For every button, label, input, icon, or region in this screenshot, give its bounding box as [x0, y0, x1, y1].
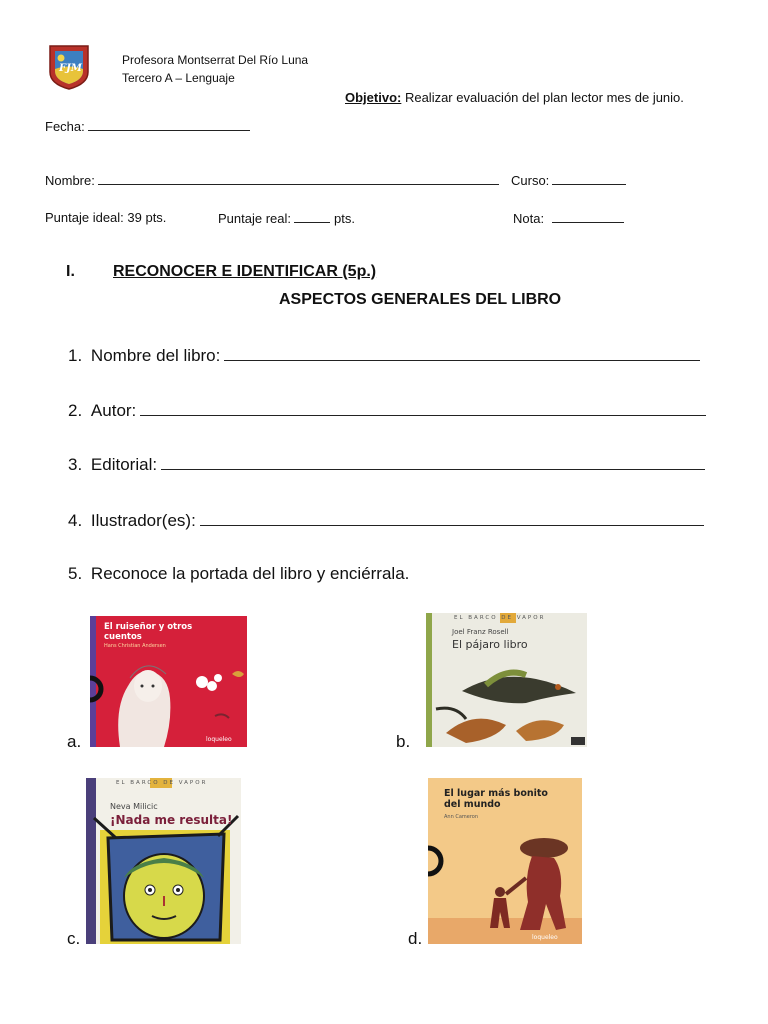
section-number: I. — [66, 263, 75, 280]
cover-a-author: Hans Christian Andersen — [104, 643, 166, 649]
cover-c-author: Neva Milicic — [110, 802, 158, 811]
puntaje-real-label: Puntaje real: — [218, 211, 291, 226]
puntaje-real-blank[interactable] — [294, 210, 330, 223]
cover-c-series: EL BARCO DE VAPOR — [116, 780, 208, 786]
cover-b-title: El pájaro libro — [452, 638, 528, 651]
nombre-label: Nombre: — [45, 173, 95, 188]
book-cover-c[interactable] — [86, 778, 241, 944]
cover-d-publisher: loqueleo — [532, 934, 558, 941]
question-number: 3. — [68, 455, 83, 474]
answer-blank-2[interactable] — [140, 400, 706, 416]
nota-label: Nota: — [513, 211, 545, 226]
cover-c-title: ¡Nada me resulta! — [110, 813, 233, 827]
cover-a-title: El ruiseñor y otros cuentos — [104, 622, 193, 642]
section-subtitle: ASPECTOS GENERALES DEL LIBRO — [279, 291, 562, 308]
puntaje-ideal: Puntaje ideal: 39 pts. — [45, 210, 167, 225]
school-logo — [47, 44, 91, 90]
objective-label: Objetivo: — [345, 90, 402, 105]
question-2 — [68, 400, 706, 421]
fecha-label: Fecha: — [45, 119, 85, 134]
option-a-letter: a. — [67, 732, 82, 751]
puntaje-real-unit: pts. — [334, 211, 355, 226]
cover-b-series: EL BARCO DE VAPOR — [454, 615, 546, 621]
question-number: 2. — [68, 401, 83, 420]
question-number: 4. — [68, 511, 83, 530]
curso-label: Curso: — [511, 173, 550, 188]
question-1 — [68, 345, 700, 366]
objective — [345, 90, 684, 105]
answer-blank-3[interactable] — [161, 454, 705, 470]
puntaje-real-field — [218, 210, 355, 226]
question-text: Reconoce la portada del libro y enciérrala. — [90, 564, 410, 583]
objective-text: Realizar evaluación del plan lector mes de junio. — [401, 90, 684, 105]
question-text: Nombre del libro: — [90, 346, 221, 365]
nota-blank[interactable] — [552, 210, 624, 223]
option-b-letter: b. — [396, 732, 411, 751]
book-cover-b[interactable] — [426, 613, 587, 747]
teacher-name: Profesora Montserrat Del Río Luna — [122, 53, 309, 67]
option-d-letter: d. — [408, 929, 423, 948]
cover-d-title: El lugar más bonito del mundo — [444, 788, 548, 810]
nombre-field — [45, 172, 499, 188]
question-3 — [68, 454, 705, 475]
question-number: 5. — [68, 564, 83, 583]
answer-blank-4[interactable] — [200, 510, 704, 526]
fecha-blank[interactable] — [88, 118, 250, 131]
question-4 — [68, 510, 704, 531]
nota-field — [513, 210, 624, 226]
book-cover-a[interactable] — [90, 616, 247, 747]
cover-b-author: Joel Franz Rosell — [452, 628, 509, 636]
curso-blank[interactable] — [552, 172, 626, 185]
question-text: Autor: — [90, 401, 137, 420]
answer-blank-1[interactable] — [224, 345, 700, 361]
question-text: Ilustrador(es): — [90, 511, 196, 530]
cover-a-publisher: loqueleo — [206, 736, 232, 743]
option-c-letter: c. — [67, 929, 81, 948]
logo-text: FJM — [59, 63, 82, 74]
class-name: Tercero A – Lenguaje — [122, 71, 235, 85]
question-5 — [68, 564, 409, 584]
section-title: RECONOCER E IDENTIFICAR (5p.) — [113, 263, 377, 280]
book-cover-d[interactable] — [428, 778, 582, 944]
question-text: Editorial: — [90, 455, 158, 474]
curso-field — [511, 172, 626, 188]
fecha-field — [45, 118, 250, 134]
nombre-blank[interactable] — [98, 172, 499, 185]
question-number: 1. — [68, 346, 83, 365]
cover-d-author: Ann Cameron — [444, 814, 479, 820]
